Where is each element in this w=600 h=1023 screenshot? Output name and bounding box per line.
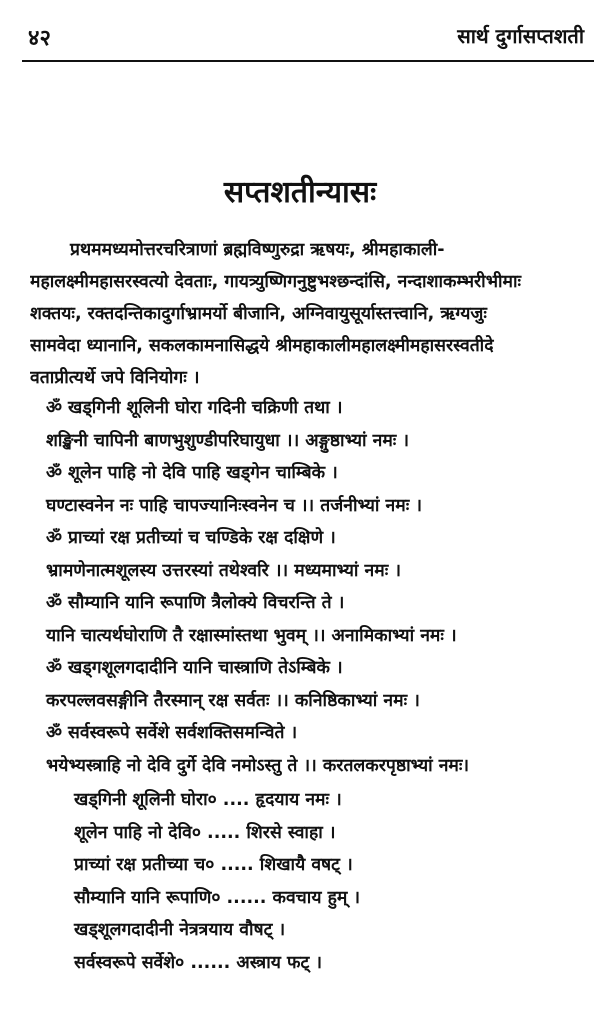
- verse-line: ॐ प्राच्यां रक्ष प्रतीच्यां च चण्डिके रक्ष दक्षिणे ।: [46, 528, 336, 548]
- short-verse-line: खड्शूलगदादीनी नेत्रत्रयाय वौषट् ।: [74, 920, 286, 940]
- intro-line: प्रथममध्यमोत्तरचरित्राणां ब्रह्मविष्णुरुद्रा ऋषयः, श्रीमहाकाली-: [70, 240, 445, 260]
- short-verse-line: प्राच्यां रक्ष प्रतीच्या च० ..... शिखायै वषट् ।: [74, 855, 353, 875]
- intro-line: महालक्ष्मीमहासरस्वत्यो देवताः, गायत्र्युष्णिगनुष्टुभश्छन्दांसि, नन्दाशाकम्भरीभीमाः: [30, 272, 522, 292]
- verse-line: ॐ खड्गिनी शूलिनी घोरा गदिनी चक्रिणी तथा ।: [46, 398, 343, 418]
- verse-line: ॐ शूलेन पाहि नो देवि पाहि खड्गेन चाम्बिके ।: [46, 463, 338, 483]
- verse-line: शङ्खिनी चापिनी बाणभुशुण्डीपरिघायुधा ।। अङ्गुष्ठाभ्यां नमः ।: [46, 430, 410, 451]
- section-title: सप्तशतीन्यासः: [223, 175, 377, 210]
- verse-line: ॐ खड्गशूलगदादीनि यानि चास्त्राणि तेऽम्बिके ।: [46, 658, 343, 678]
- intro-line: वताप्रीत्यर्थे जपे विनियोगः ।: [30, 368, 200, 388]
- intro-line: शक्तयः, रक्तदन्तिकादुर्गाभ्रामर्यो बीजानि, अग्निवायुसूर्यास्तत्त्वानि, ऋग्यजुः: [30, 304, 487, 324]
- verse-line: भयेभ्यस्त्राहि नो देवि दुर्गे देवि नमोऽस्तु ते ।। करतलकरपृष्ठाभ्यां नमः।: [46, 755, 470, 776]
- verse-line: यानि चात्यर्थघोराणि तै रक्षास्मांस्तथा भुवम् ।। अनामिकाभ्यां नमः ।: [46, 625, 457, 646]
- short-verse-line: सर्वस्वरूपे सर्वेशे० ...... अस्त्राय फट् ।: [74, 952, 323, 973]
- short-verse-line: सौम्यानि यानि रूपाणि० ...... कवचाय हुम् ।: [74, 887, 361, 908]
- short-verse-line: शूलेन पाहि नो देवि० ..... शिरसे स्वाहा ।: [74, 822, 336, 843]
- short-verse-line: खड्गिनी शूलिनी घोरा० .... हृदयाय नमः ।: [74, 790, 342, 810]
- verse-line: घण्टास्वनेन नः पाहि चापज्यानिःस्वनेन च ।। तर्जनीभ्यां नमः ।: [46, 495, 422, 516]
- page-number: ४२: [28, 26, 51, 51]
- verse-block: [46, 392, 596, 979]
- running-title: सार्थ दुर्गासप्तशती: [457, 24, 584, 48]
- short-verse-block: [46, 784, 596, 979]
- intro-line: सामवेदा ध्यानानि, सकलकामनासिद्धये श्रीमहाकालीमहालक्ष्मीमहासरस्वतीदे: [30, 336, 494, 356]
- verse-line: करपल्लवसङ्गीनि तैरस्मान् रक्ष सर्वतः ।। कनिष्ठिकाभ्यां नमः ।: [46, 690, 420, 711]
- verse-line: ॐ सौम्यानि यानि रूपाणि त्रैलोक्ये विचरन्ति ते ।: [46, 593, 345, 613]
- page-header: [28, 22, 584, 56]
- header-rule: [22, 60, 594, 62]
- verse-line: भ्रामणेनात्मशूलस्य उत्तरस्यां तथेश्वरि ।। मध्यमाभ्यां नमः ।: [46, 560, 401, 581]
- verse-line: ॐ सर्वस्वरूपे सर्वेशे सर्वशक्तिसमन्विते ।: [46, 723, 298, 743]
- intro-paragraph: [30, 234, 594, 394]
